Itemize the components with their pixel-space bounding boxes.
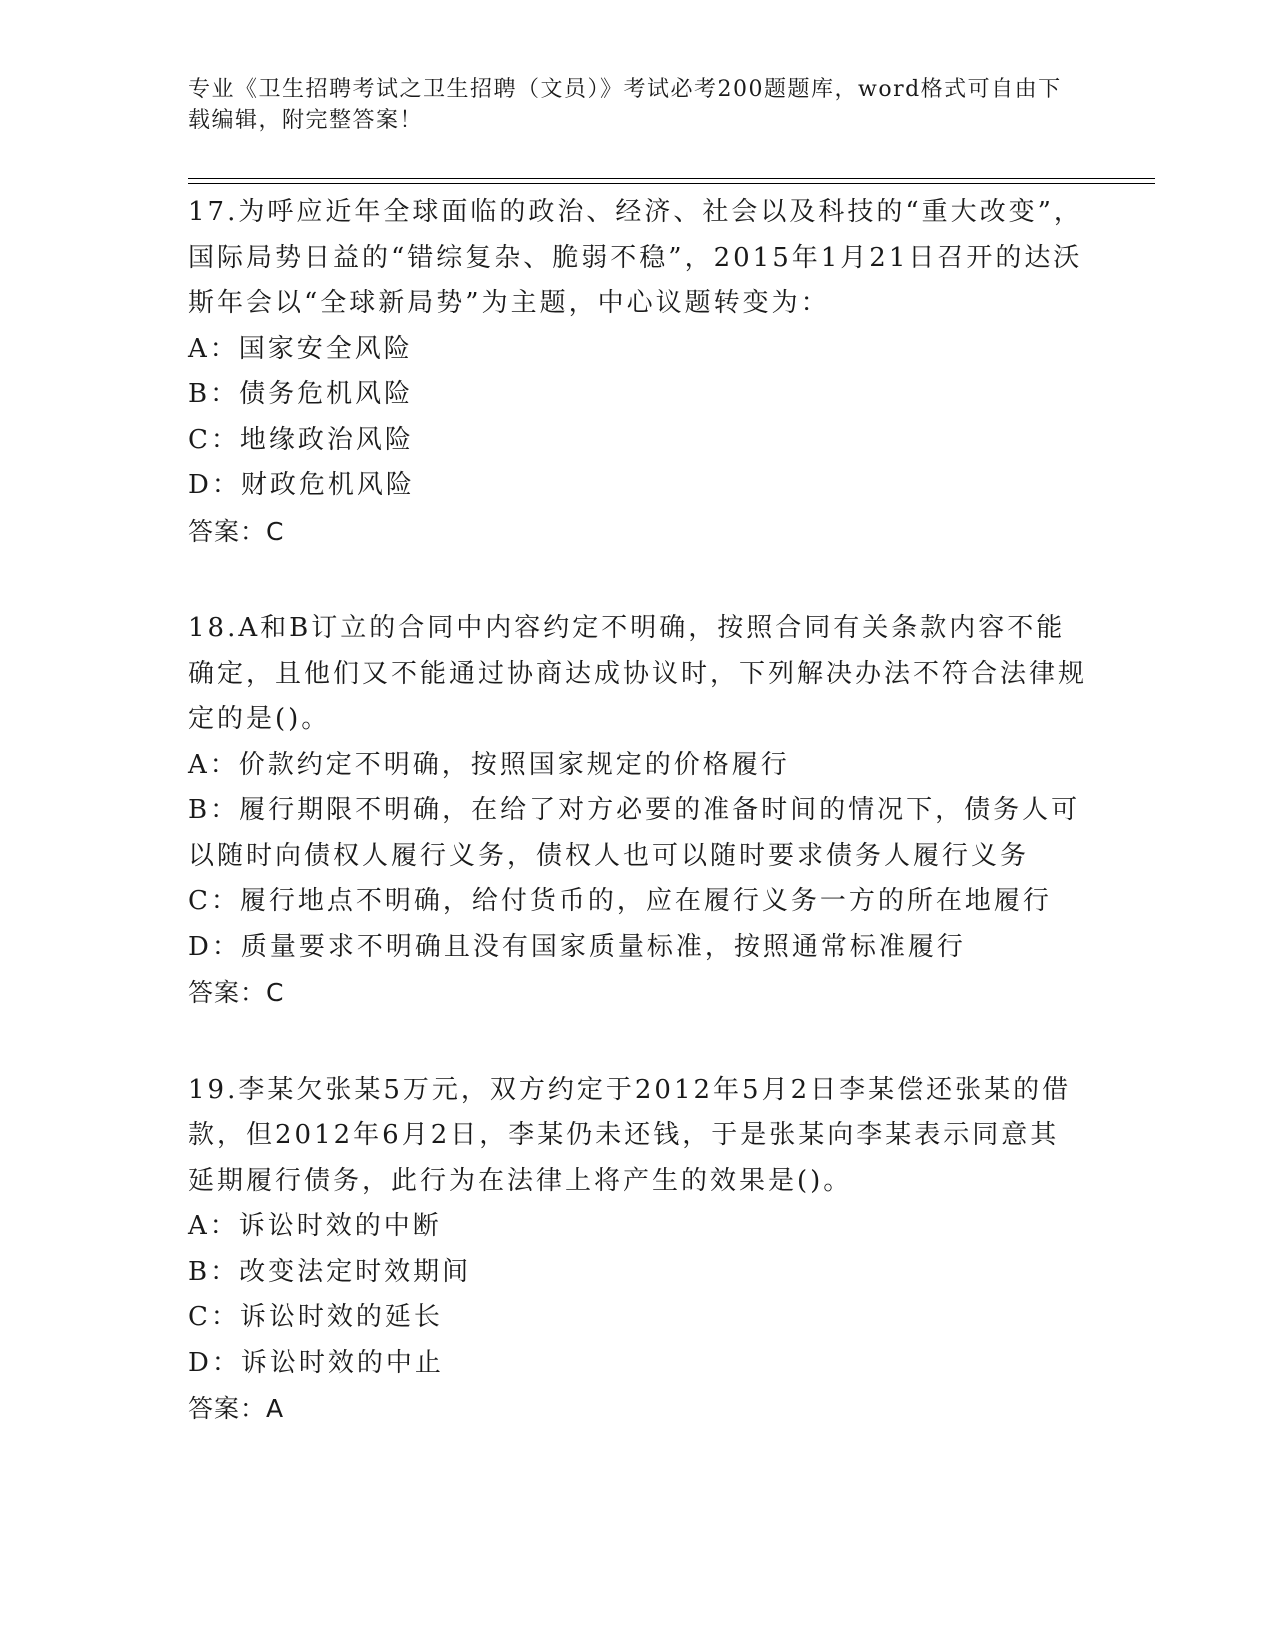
document-header: 专业《卫生招聘考试之卫生招聘（文员）》考试必考200题题库，word格式可自由下载编辑，附完整答案！ [188,77,1062,133]
question-17 [188,190,1088,554]
question-stem: 19.李某欠张某5万元，双方约定于2012年5月2日李某偿还张某的借款，但2012年6月2日，李某仍未还钱，于是张某向李某表示同意其延期履行债务，此行为在法律上将产生的效果是()。 [188,1074,1072,1196]
option-b: B：履行期限不明确，在给了对方必要的准备时间的情况下，债务人可以随时向债权人履行义务，债权人也可以随时要求债务人履行义务 [188,795,1081,871]
option-d: D：财政危机风险 [188,470,415,500]
question-18 [188,606,1088,1016]
answer-line: 答案：C [188,516,285,546]
option-c: C：履行地点不明确，给付货币的，应在履行义务一方的所在地履行 [188,886,1052,916]
answer-line: 答案：C [188,978,285,1007]
header-divider-top [188,178,1155,179]
option-a: A：诉讼时效的中断 [188,1211,442,1241]
question-stem: 17.为呼应近年全球面临的政治、经济、社会以及科技的“重大改变”，国际局势日益的“错综复杂、脆弱不稳”，2015年1月21日召开的达沃斯年会以“全球新局势”为主题，中心议题转变为： [188,197,1083,318]
question-19 [188,1068,1088,1432]
header-divider-bottom [188,183,1155,184]
option-a: A：价款约定不明确，按照国家规定的价格履行 [188,749,790,780]
option-b: B：改变法定时效期间 [188,1256,472,1287]
option-a: A：国家安全风险 [188,333,413,364]
answer-line: 答案：A [188,1394,285,1423]
option-b: B：债务危机风险 [188,379,414,409]
option-c: C：诉讼时效的延长 [188,1302,443,1332]
option-d: D：质量要求不明确且没有国家质量标准，按照通常标准履行 [188,931,966,962]
option-c: C：地缘政治风险 [188,424,414,455]
question-stem: 18.A和B订立的合同中内容约定不明确，按照合同有关条款内容不能确定，且他们又不能通过协商达成协议时，下列解决办法不符合法律规定的是()。 [188,613,1088,734]
question-list [188,190,1088,1484]
option-d: D：诉讼时效的中止 [188,1347,444,1378]
